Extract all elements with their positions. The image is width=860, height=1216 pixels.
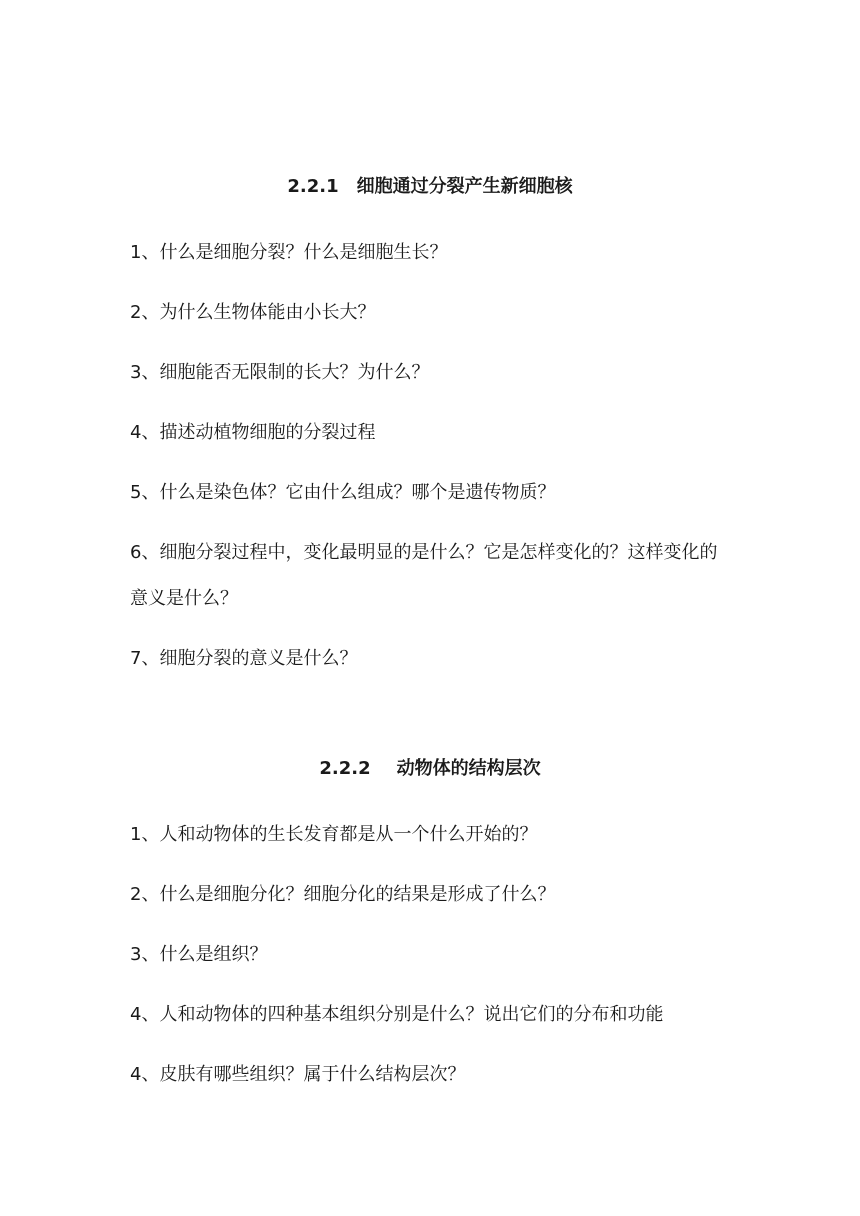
section-2-2-1 <box>130 172 730 696</box>
question-item: 1、人和动物体的生长发育都是从一个什么开始的？ <box>130 824 538 845</box>
question-item: 2、什么是细胞分化？细胞分化的结果是形成了什么？ <box>130 884 556 905</box>
question-item: 7、细胞分裂的意义是什么？ <box>130 648 358 669</box>
question-item: 6、细胞分裂过程中，变化最明显的是什么？它是怎样变化的？这样变化的意义是什么？ <box>130 542 718 609</box>
section-title: 动物体的结构层次 <box>396 758 541 779</box>
section-title: 细胞通过分裂产生新细胞核 <box>356 176 573 197</box>
question-item: 4、人和动物体的四种基本组织分别是什么？说出它们的分布和功能 <box>130 1004 664 1025</box>
question-item: 3、什么是组织？ <box>130 944 268 965</box>
question-item: 5、什么是染色体？它由什么组成？哪个是遗传物质？ <box>130 482 556 503</box>
question-item: 3、细胞能否无限制的长大？为什么？ <box>130 362 430 383</box>
question-item: 4、皮肤有哪些组织？属于什么结构层次？ <box>130 1064 466 1085</box>
section-heading <box>130 172 730 202</box>
question-item: 1、什么是细胞分裂？什么是细胞生长？ <box>130 242 448 263</box>
section-heading <box>130 754 730 784</box>
section-number: 2.2.2 <box>319 758 371 779</box>
question-list <box>130 230 730 682</box>
section-number: 2.2.1 <box>287 176 339 197</box>
question-list <box>130 812 730 1098</box>
question-item: 2、为什么生物体能由小长大？ <box>130 302 376 323</box>
question-item: 4、描述动植物细胞的分裂过程 <box>130 422 376 443</box>
section-2-2-2 <box>130 754 730 1112</box>
